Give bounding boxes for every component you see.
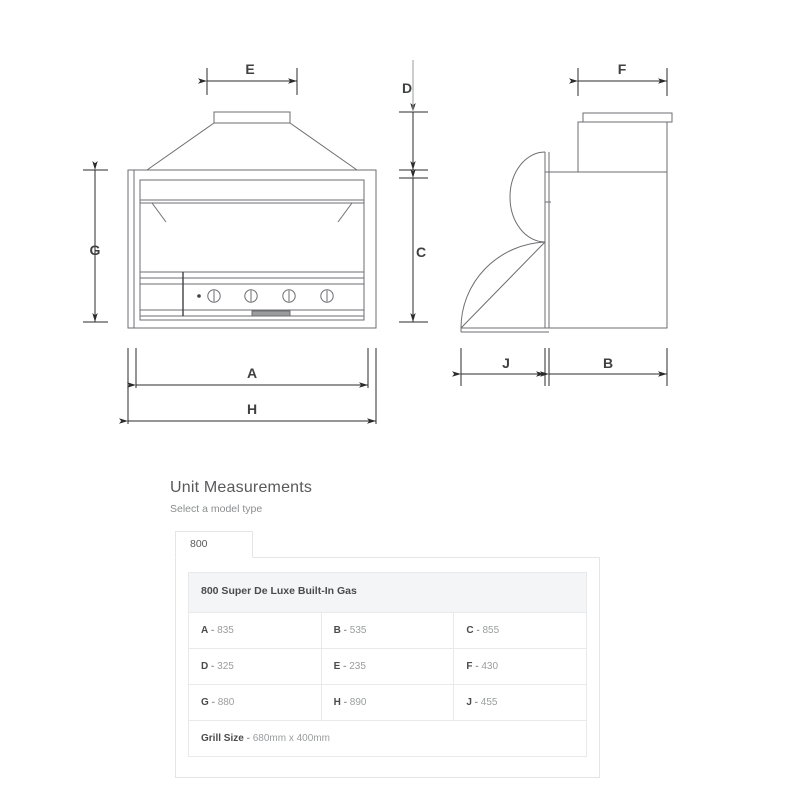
measurement-cell-a <box>189 612 322 648</box>
measurement-key-a: A <box>201 624 209 636</box>
measurement-key-c: C <box>466 624 474 636</box>
igniter-dot <box>197 294 201 298</box>
measurement-key-j: J <box>466 696 472 708</box>
measurement-cell-b <box>321 612 454 648</box>
measurement-key-d: D <box>201 660 209 672</box>
measurement-sep-g: - <box>211 696 215 708</box>
measurement-cell-g <box>189 684 322 720</box>
side-flue-body <box>578 122 667 172</box>
grill-size-sep: - <box>246 732 250 744</box>
measurement-sep-j: - <box>474 696 478 708</box>
measurement-sep-d: - <box>211 660 215 672</box>
table-row <box>189 648 587 684</box>
measurement-value-j: 455 <box>480 696 498 708</box>
grill-size-cell <box>189 720 587 756</box>
measurement-value-f: 430 <box>481 660 499 672</box>
measurement-cell-j <box>454 684 587 720</box>
table-row-grill-size <box>189 720 587 756</box>
table-row <box>189 612 587 648</box>
measurement-cell-f <box>454 648 587 684</box>
table-row-model-header <box>189 572 587 612</box>
tab-model-800[interactable]: 800 <box>175 531 253 558</box>
measurement-value-c: 855 <box>482 624 500 636</box>
measurement-sep-e: - <box>343 660 347 672</box>
model-name-cell: 800 Super De Luxe Built-In Gas <box>189 572 587 612</box>
dimension-label-H: H <box>246 401 258 417</box>
side-flue-cap <box>583 113 672 122</box>
dimension-D <box>399 60 428 170</box>
grill-size-value: 680mm x 400mm <box>252 732 330 744</box>
section-subtitle: Select a model type <box>170 503 263 516</box>
dimension-label-E: E <box>245 61 255 77</box>
dimension-label-F: F <box>617 61 627 77</box>
measurement-value-b: 535 <box>349 624 367 636</box>
measurement-sep-f: - <box>475 660 479 672</box>
measurement-value-e: 235 <box>349 660 366 672</box>
dimension-label-A: A <box>246 365 258 381</box>
side-lid-arc <box>510 152 545 242</box>
unit-measurements-section <box>170 478 600 778</box>
table-row <box>189 684 587 720</box>
measurement-cell-e <box>321 648 454 684</box>
page-title: Unit Measurements <box>170 479 313 496</box>
measurement-value-a: 835 <box>217 624 234 636</box>
side-body <box>545 172 667 328</box>
measurement-key-g: G <box>201 696 209 708</box>
measurement-cell-h <box>321 684 454 720</box>
measurement-value-h: 890 <box>349 696 367 708</box>
dimension-label-J: J <box>502 355 510 371</box>
measurements-table-panel <box>175 558 600 778</box>
control-knobs <box>208 290 333 302</box>
measurement-sep-b: - <box>343 624 348 636</box>
measurement-cell-c <box>454 612 587 648</box>
front-handle <box>252 311 290 316</box>
front-flue-cap <box>214 112 290 123</box>
measurement-key-e: E <box>333 660 341 672</box>
measurement-sep-a: - <box>211 624 215 636</box>
front-inner-frame <box>140 180 364 320</box>
measurement-sep-c: - <box>476 624 480 636</box>
measurement-value-d: 325 <box>217 660 234 672</box>
dimension-label-G: G <box>89 242 101 258</box>
dimension-label-B: B <box>602 355 614 371</box>
measurement-sep-h: - <box>343 696 348 708</box>
measurement-key-b: B <box>333 624 341 636</box>
measurement-value-g: 880 <box>217 696 235 708</box>
measurement-key-f: F <box>466 660 473 672</box>
grill-size-key: Grill Size <box>201 732 244 744</box>
measurement-cell-d <box>189 648 322 684</box>
measurement-key-h: H <box>333 696 341 708</box>
dimension-label-C: C <box>415 244 427 260</box>
front-outer-frame <box>128 170 376 328</box>
model-tab-strip <box>175 530 600 558</box>
measurements-table <box>188 572 587 757</box>
dimension-label-D: D <box>401 80 413 96</box>
